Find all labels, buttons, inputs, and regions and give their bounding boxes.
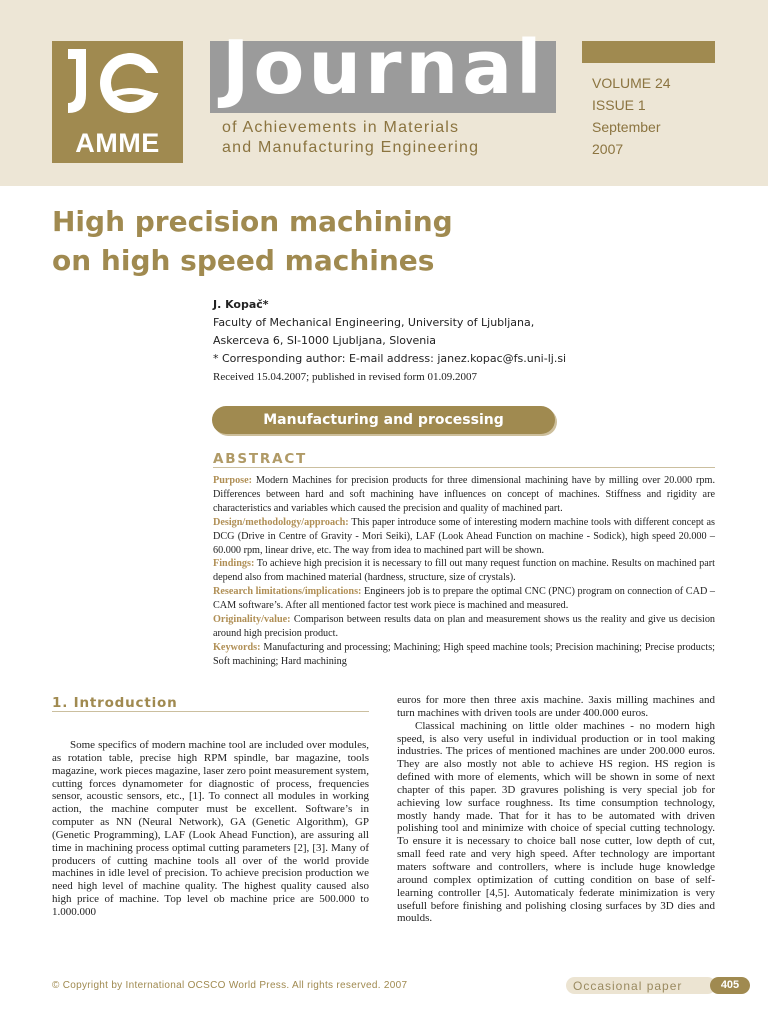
keywords-label: Keywords: (213, 641, 261, 653)
intro-paragraph-1: Some specifics of modern machine tool are included over modules, as rotation table, precise high RPM spindle, bar magazine, tools magazine, work pieces magazine, laser zero point measurement system, cutting forces dynamometer for diagnostic of process, frequencies sensor, acoustic sensors, etc., [1]. To connect all modules in working action, the machine computer must be excellent. Software’s in computer as NN (Neural Network), GA (Genetic Algorithm), GP (Genetic Programming), LAF (Look Ahead Function), are assuring all time in machining process optimal cutting parameters [2], [3]. Many of producers of cutting machine tools all over of the world provide machines in idle level of precision. To achieve precision production we need high level of machine quality. The highest quality caused also high price of machine. Top level ob machine price are 500.000 to 1.000.000 (52, 739, 369, 918)
section-heading-introduction: 1. Introduction (52, 695, 178, 711)
jamme-emblem-icon (60, 45, 175, 125)
journal-subtitle-line1: of Achievements in Materials (222, 119, 460, 136)
abstract-purpose (213, 474, 715, 516)
originality-label: Originality/value: (213, 614, 291, 626)
abstract-limitations (213, 585, 715, 613)
abstract-design (213, 516, 715, 558)
journal-subtitle-line2: and Manufacturing Engineering (222, 139, 480, 156)
issue-month: September (592, 119, 661, 135)
issue-info (592, 72, 671, 160)
volume-label: VOLUME 24 (592, 75, 671, 91)
footer-copyright: © Copyright by International OCSCO World Press. All rights reserved. 2007 (52, 980, 408, 991)
volume-bar (582, 41, 715, 63)
author-affiliation-line1: Faculty of Mechanical Engineering, University of Ljubljana, (213, 316, 535, 329)
category-banner: Manufacturing and processing (212, 406, 555, 434)
purpose-text: Modern Machines for precision products for three dimensional machining have by milling over 20.000 rpm. Differences between hard and soft machining have influences on concept of machines. Stiffness and rigidity are characteristics and variables which caused the precision and quality of machined part. (213, 475, 715, 514)
keywords-text: Manufacturing and processing; Machining; High speed machine tools; Precision machining; Precise products; Soft machining; Hard machining (213, 641, 716, 667)
journal-wordmark-box (210, 25, 556, 113)
abstract-body (213, 474, 715, 669)
body-column-left (52, 739, 369, 919)
design-label: Design/methodology/approach: (213, 516, 349, 528)
findings-label: Findings: (213, 558, 255, 570)
author-block (213, 296, 566, 368)
issue-label: ISSUE 1 (592, 97, 646, 113)
corresponding-author: * Corresponding author: E-mail address: janez.kopac@fs.uni-lj.si (213, 352, 567, 365)
article-title (52, 202, 453, 280)
abstract-findings (213, 557, 715, 585)
intro-paragraph-1-continued: euros for more then three axis machine. 3axis milling machines and turn machines with driven tools are under 400.000 euros. (397, 694, 715, 719)
author-affiliation-line2: Askerceva 6, SI-1000 Ljubljana, Slovenia (213, 334, 437, 347)
intro-paragraph-2: Classical machining on little older machines - no modern high speed, is also very useful in individual production or in tool making industries. The prices of mentioned machines are under 200.000 euros. They are also mostly not able to achieve HS region. HS region is defined with more of elements, which will be shown in some of next chapter of this paper. 3D gravures polishing is very special job for achieving low surface roughness. Its time consumption technology, mostly handy made. That for it has to be automated with driven polishing tool and minimize with choice of special cutting technology. To ensure it is necessary to choice ball nose cutter, low depth of cut, small feed rate and very high speed. After technology are important maters software and controllers, where is include huge knowledge around complex optimization of cutting condition on base of self-learning controller [4,5]. Automaticaly federate minimization is very usefull before finishing and polishing closing surfaces by 3D dies and moulds. (397, 719, 715, 925)
originality-text: Comparison between results data on plan and measurement shows us the reality and give us decision around high precision product. (213, 614, 716, 639)
footer-paper-type: Occasional paper (573, 979, 683, 993)
journal-subtitle (222, 118, 479, 158)
body-column-right (397, 694, 715, 925)
journal-wordmark: Journal (222, 25, 546, 111)
limitations-text: Engineers job is to prepare the optimal CNC (PNC) program on connection of CAD – CAM software’s. After all mentioned factor test work piece is machined and measured. (213, 586, 715, 612)
author-name: J. Kopač* (213, 298, 269, 311)
design-text: This paper introduce some of interesting modern machine tools with different concept as DCG (Drive in Centre of Gravity - Mori Seiki), LAF (Look Ahead Function on machine - Sodick), high speed 20.000 – 60.000 rpm, linear drive, etc. The way from idea to machined part will be shown. (213, 516, 715, 556)
abstract-divider (213, 467, 715, 468)
findings-text: To achieve high precision it is necessary to fill out many request function on machine. Results on machined part depend also from machined material (hardness, structure, size of crystals). (213, 558, 715, 584)
section-divider (52, 711, 369, 712)
abstract-originality (213, 613, 715, 641)
jamme-logo (52, 41, 183, 163)
abstract-heading: ABSTRACT (213, 451, 308, 467)
article-title-line1: High precision machining (52, 205, 453, 238)
received-dates: Received 15.04.2007; published in revised form 01.09.2007 (213, 371, 477, 383)
page-number: 405 (710, 977, 750, 994)
issue-year: 2007 (592, 141, 624, 157)
abstract-keywords (213, 641, 715, 669)
article-title-line2: on high speed machines (52, 244, 435, 277)
purpose-label: Purpose: (213, 475, 253, 486)
logo-text: AMME (75, 128, 160, 158)
limitations-label: Research limitations/implications: (213, 586, 362, 598)
